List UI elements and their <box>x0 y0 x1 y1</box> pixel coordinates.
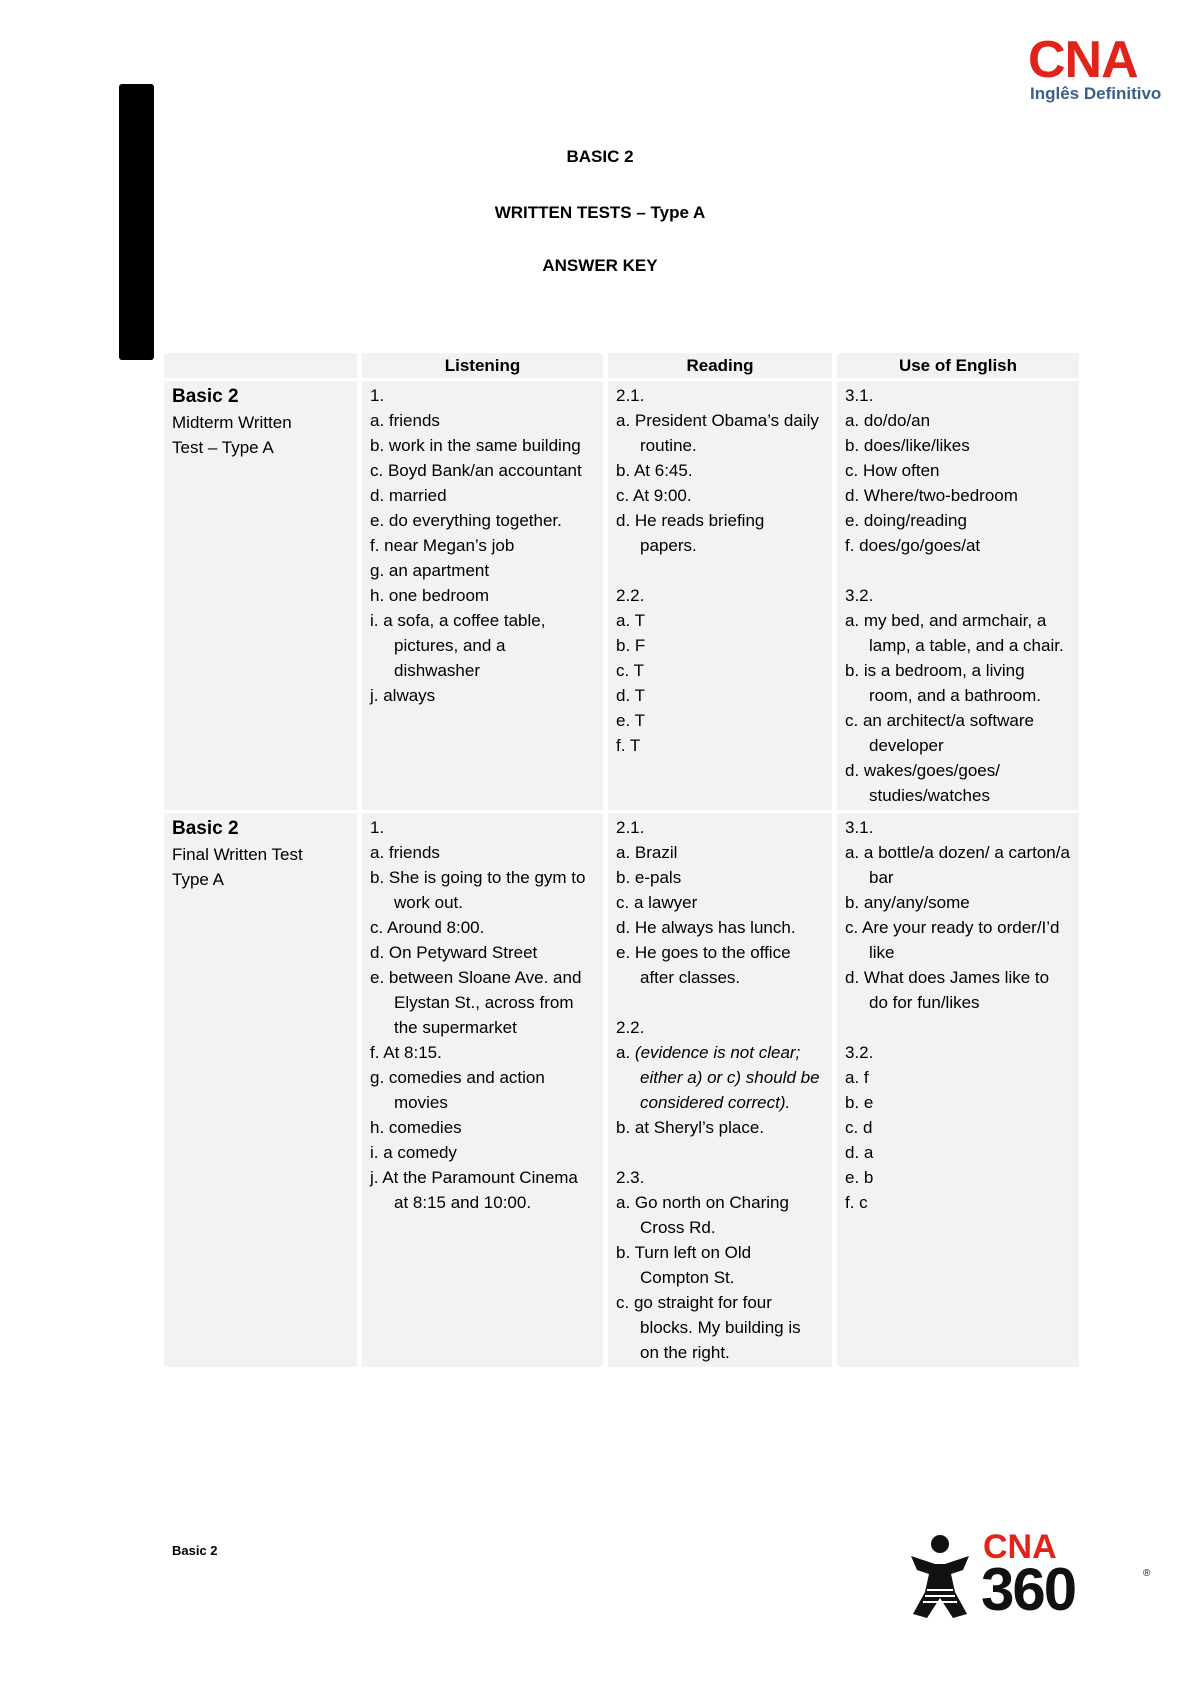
row-header-final <box>164 813 357 1367</box>
answer-item <box>616 1040 824 1115</box>
use-of-english-cell-final <box>837 813 1079 1367</box>
test-type-heading: WRITTEN TESTS – Type A <box>494 203 706 222</box>
cna-logo <box>1028 31 1178 104</box>
section-number: 2.2. <box>616 586 645 605</box>
footer-label: Basic 2 <box>172 1543 218 1558</box>
answer-item: c. d <box>845 1118 873 1137</box>
header-use-of-english: Use of English <box>837 353 1079 378</box>
answer-item: c. How often <box>845 461 940 480</box>
answer-item: d. Where/two-bedroom <box>845 486 1018 505</box>
section-number: 3.1. <box>845 818 874 837</box>
answer-item: a. Brazil <box>616 843 678 862</box>
row-subtitle-line: Midterm Written <box>172 413 292 432</box>
answer-item: d. a <box>845 1143 874 1162</box>
sidebar-black-bar <box>119 84 154 360</box>
answer-item: d. T <box>616 686 645 705</box>
answer-item: a. do/do/an <box>845 411 931 430</box>
answer-item: c. Are your ready to order/I’d like <box>845 918 1060 962</box>
answer-item: e. doing/reading <box>845 511 967 530</box>
spacer <box>845 1015 1071 1040</box>
answer-item: b. e-pals <box>616 868 682 887</box>
header-empty <box>164 353 357 378</box>
answer-item: b. F <box>616 636 646 655</box>
answer-item: f. does/go/goes/at <box>845 536 981 555</box>
section-number: 1. <box>370 818 385 837</box>
answer-item: i. a sofa, a coffee table, pictures, and a dishwasher <box>370 611 546 680</box>
answer-item: c. T <box>616 661 645 680</box>
answer-item: a. Go north on Charing Cross Rd. <box>616 1193 789 1237</box>
answer-item: a. friends <box>370 843 440 862</box>
answer-item: e. He goes to the office after classes. <box>616 943 791 987</box>
answer-item: a. f <box>845 1068 869 1087</box>
answer-item: a. friends <box>370 411 440 430</box>
section-number: 2.3. <box>616 1168 645 1187</box>
row-subtitle-line: Final Written Test <box>172 845 303 864</box>
table-row-final <box>164 813 1079 1367</box>
answer-item: d. He always has lunch. <box>616 918 796 937</box>
answer-item: h. comedies <box>370 1118 462 1137</box>
answer-item: b. does/like/likes <box>845 436 970 455</box>
level-heading: BASIC 2 <box>566 147 634 166</box>
answer-item: f. c <box>845 1193 868 1212</box>
registered-mark: ® <box>1143 1568 1151 1579</box>
answer-item: a. President Obama’s daily routine. <box>616 411 819 455</box>
answer-item: g. comedies and action movies <box>370 1068 545 1112</box>
answer-note: (evidence is not clear; either a) or c) should be considered correct). <box>634 1043 820 1112</box>
answer-item: j. always <box>370 686 436 705</box>
cna-logo-wordmark: CNA <box>1028 31 1138 89</box>
answer-item: b. work in the same building <box>370 436 581 455</box>
answer-item: c. At 9:00. <box>616 486 692 505</box>
answer-item: b. At 6:45. <box>616 461 693 480</box>
answer-item: d. On Petyward Street <box>370 943 538 962</box>
answer-item: j. At the Paramount Cinema at 8:15 and 10:00. <box>370 1168 578 1212</box>
answer-item: c. an architect/a software developer <box>845 711 1034 755</box>
section-number: 2.1. <box>616 386 645 405</box>
answer-key-heading: ANSWER KEY <box>542 256 658 275</box>
cna-360-logo-number: 360 <box>981 1556 1076 1623</box>
listening-cell-final <box>362 813 603 1367</box>
answer-prefix: a. <box>616 1043 631 1062</box>
spacer <box>616 558 824 583</box>
answer-item: c. a lawyer <box>616 893 698 912</box>
listening-cell-midterm <box>362 381 603 810</box>
cna-logo-tagline: Inglês Definitivo <box>1030 84 1162 103</box>
answer-item: h. one bedroom <box>370 586 490 605</box>
spacer <box>845 558 1071 583</box>
answer-item: c. Boyd Bank/an accountant <box>370 461 582 480</box>
answer-item: f. near Megan’s job <box>370 536 515 555</box>
header-reading: Reading <box>608 353 832 378</box>
row-title: Basic 2 <box>172 386 239 407</box>
answer-item: e. T <box>616 711 645 730</box>
section-number: 3.2. <box>845 1043 874 1062</box>
answer-item: e. between Sloane Ave. and Elystan St., across from the supermarket <box>370 968 582 1037</box>
row-subtitle-line: Type A <box>172 870 224 889</box>
section-number: 1. <box>370 386 385 405</box>
answer-item: b. at Sheryl’s place. <box>616 1118 765 1137</box>
answer-item: a. a bottle/a dozen/ a carton/a bar <box>845 843 1070 887</box>
answer-item: a. T <box>616 611 645 630</box>
row-subtitle-line: Test – Type A <box>172 438 274 457</box>
answer-item: d. wakes/goes/goes/ studies/watches <box>845 761 1000 805</box>
answer-item: e. b <box>845 1168 874 1187</box>
header-listening: Listening <box>362 353 603 378</box>
answer-item: f. At 8:15. <box>370 1043 442 1062</box>
answer-item: d. What does James like to do for fun/likes <box>845 968 1050 1012</box>
answer-item: b. is a bedroom, a living room, and a bathroom. <box>845 661 1041 705</box>
answer-item: f. T <box>616 736 641 755</box>
person-figure-icon <box>905 1534 975 1620</box>
section-number: 3.2. <box>845 586 874 605</box>
answer-item: e. do everything together. <box>370 511 562 530</box>
table-header-row <box>164 353 1079 378</box>
cna-360-logo-cna: CNA <box>983 1528 1057 1566</box>
row-header-midterm <box>164 381 357 810</box>
spacer <box>616 1140 824 1165</box>
answer-item: b. any/any/some <box>845 893 970 912</box>
section-number: 2.1. <box>616 818 645 837</box>
answer-item: d. He reads briefing papers. <box>616 511 765 555</box>
answer-key-table <box>159 350 1084 1370</box>
section-number: 3.1. <box>845 386 874 405</box>
row-title: Basic 2 <box>172 818 239 839</box>
reading-cell-midterm <box>608 381 832 810</box>
answer-item: a. my bed, and armchair, a lamp, a table, and a chair. <box>845 611 1064 655</box>
table-row-midterm <box>164 381 1079 810</box>
cna-360-logo <box>905 1528 1151 1630</box>
use-of-english-cell-midterm <box>837 381 1079 810</box>
answer-item: b. She is going to the gym to work out. <box>370 868 586 912</box>
section-number: 2.2. <box>616 1018 645 1037</box>
spacer <box>616 990 824 1015</box>
answer-item: g. an apartment <box>370 561 490 580</box>
answer-item: b. e <box>845 1093 874 1112</box>
reading-cell-final <box>608 813 832 1367</box>
answer-item: i. a comedy <box>370 1143 457 1162</box>
answer-item: d. married <box>370 486 447 505</box>
answer-item: b. Turn left on Old Compton St. <box>616 1243 752 1287</box>
answer-item: c. Around 8:00. <box>370 918 485 937</box>
answer-item: c. go straight for four blocks. My building is on the right. <box>616 1293 801 1362</box>
